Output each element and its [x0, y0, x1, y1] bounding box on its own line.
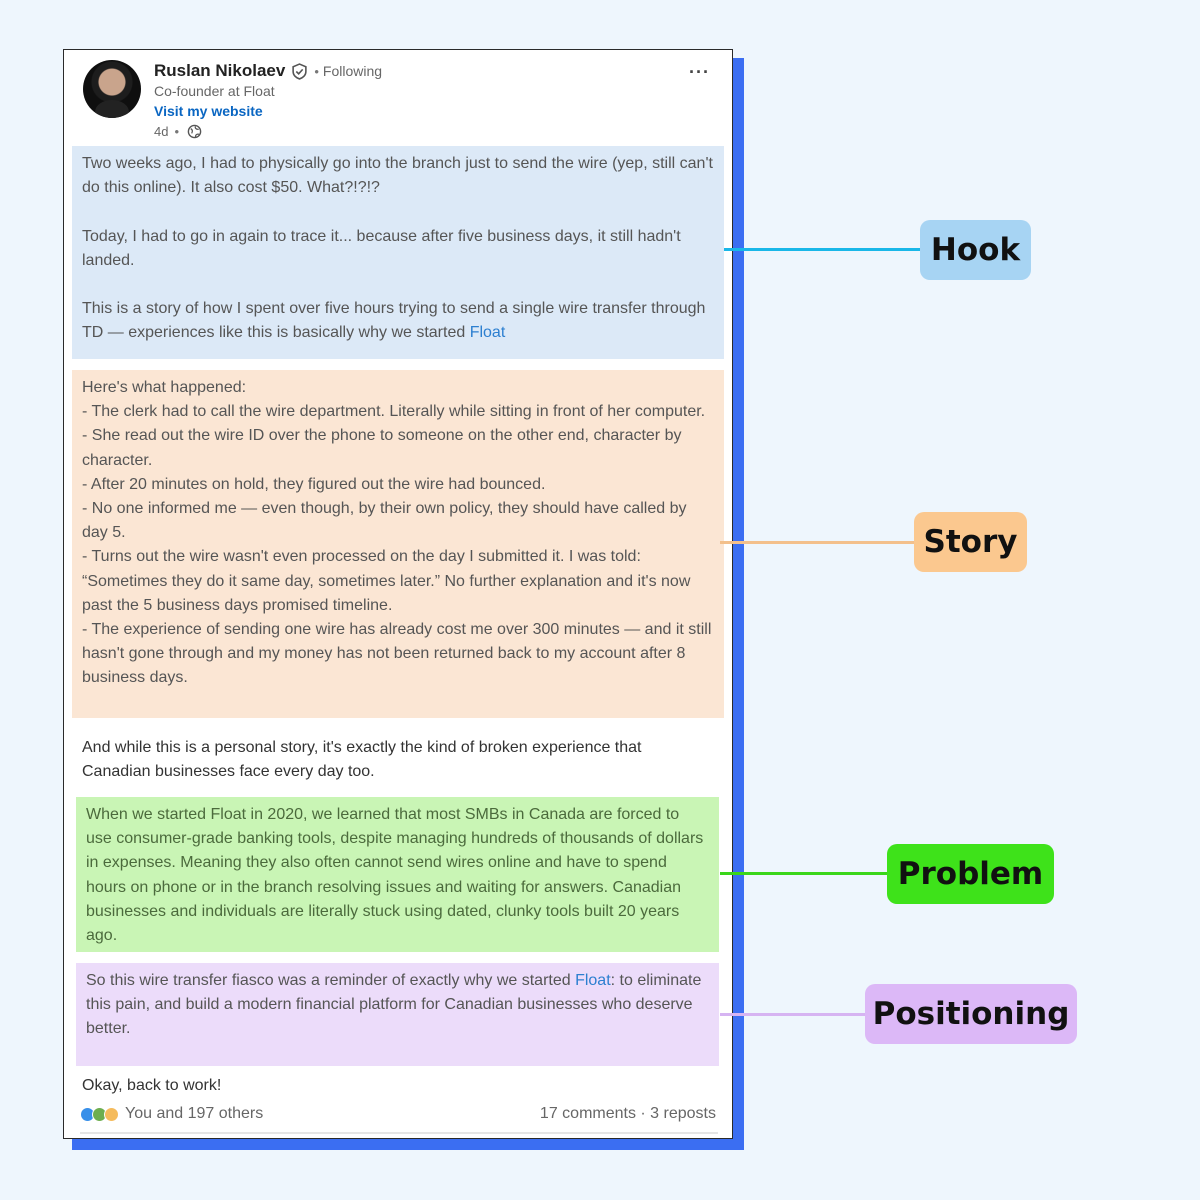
hook-paragraph-1: Two weeks ago, I had to physically go into the branch just to send the wire (yep, still can't do this online). It also cost $50. What?!?!?	[82, 155, 713, 197]
hook-paragraph-2: Today, I had to go in again to trace it... because after five business days, it still hadn't landed.	[82, 227, 681, 269]
positioning-label: Positioning	[865, 984, 1077, 1044]
follow-status[interactable]: Following	[322, 63, 383, 79]
hook-connector	[724, 248, 922, 251]
avatar[interactable]	[83, 60, 141, 118]
story-line: - The clerk had to call the wire department. Literally while sitting in front of her computer.	[82, 403, 706, 421]
closing-section	[72, 1068, 724, 1102]
globe-icon	[187, 124, 202, 139]
positioning-paragraph: So this wire transfer fiasco was a reminder of exactly why we started Float: to eliminate this pain, and build a modern financial platform for Canadian businesses who deserve better.	[86, 972, 702, 1038]
hook-section	[72, 146, 724, 359]
more-options-icon[interactable]: ···	[689, 62, 710, 82]
website-link[interactable]: Visit my website	[154, 103, 263, 119]
story-line: - After 20 minutes on hold, they figured out the wire had bounced.	[82, 475, 546, 493]
author-line	[154, 61, 382, 81]
verified-shield-icon	[291, 63, 308, 80]
story-connector	[720, 541, 916, 544]
separator-dot: •	[174, 124, 180, 139]
story-line: - She read out the wire ID over the phone to someone on the other end, character by character.	[82, 427, 682, 469]
positioning-section	[76, 963, 719, 1066]
problem-label: Problem	[887, 844, 1054, 904]
bridge-paragraph: And while this is a personal story, it's exactly the kind of broken experience that Canadian businesses face every day too.	[82, 739, 642, 781]
reaction-icons[interactable]	[80, 1107, 116, 1122]
linkedin-post-card	[63, 49, 733, 1139]
comments-reposts-count[interactable]: 17 comments · 3 reposts	[539, 1105, 716, 1122]
separator-dot: •	[314, 63, 319, 79]
story-line: - No one informed me — even though, by their own policy, they should have called by day 5.	[82, 500, 687, 542]
author-name[interactable]: Ruslan Nikolaev	[154, 61, 286, 80]
insightful-reaction-icon	[104, 1107, 119, 1122]
social-counts	[80, 1102, 716, 1126]
footer-divider	[80, 1132, 718, 1134]
float-mention-link[interactable]: Float	[469, 324, 506, 342]
problem-paragraph: When we started Float in 2020, we learned that most SMBs in Canada are forced to use consumer-grade banking tools, despite managing hundreds of thousands of dollars in expenses. Meaning they also often cannot send wires online and have to spend hours on phone or in the branch resolving issues and waiting for answers. Canadian businesses and individuals are literally stuck using dated, clunky tools built 20 years ago.	[86, 806, 704, 945]
float-mention-link[interactable]: Float	[575, 972, 611, 989]
reactions-count[interactable]: You and 197 others	[125, 1105, 264, 1122]
hook-label: Hook	[920, 220, 1031, 280]
story-section	[72, 370, 724, 718]
bridge-section	[72, 730, 724, 790]
story-label: Story	[914, 512, 1027, 572]
story-line: - Turns out the wire wasn't even processed on the day I submitted it. I was told: “Sometimes they do it same day, sometimes later.” No further explanation and it's now past the 5 business days promised timeline.	[82, 548, 691, 614]
closing-paragraph: Okay, back to work!	[82, 1077, 222, 1094]
hook-paragraph-3: This is a story of how I spent over five hours trying to send a single wire transfer through TD — experiences like this is basically why we started Float	[82, 300, 706, 342]
post-meta	[154, 124, 202, 139]
story-line: - The experience of sending one wire has already cost me over 300 minutes — and it still hasn't gone through and my money has not been returned back to my account after 8 business days.	[82, 621, 712, 687]
story-line: Here's what happened:	[82, 379, 247, 396]
post-age: 4d	[154, 124, 169, 139]
problem-connector	[720, 872, 890, 875]
positioning-connector	[720, 1013, 868, 1016]
post-header	[64, 50, 732, 145]
problem-section	[76, 797, 719, 952]
author-headline: Co-founder at Float	[154, 83, 275, 99]
